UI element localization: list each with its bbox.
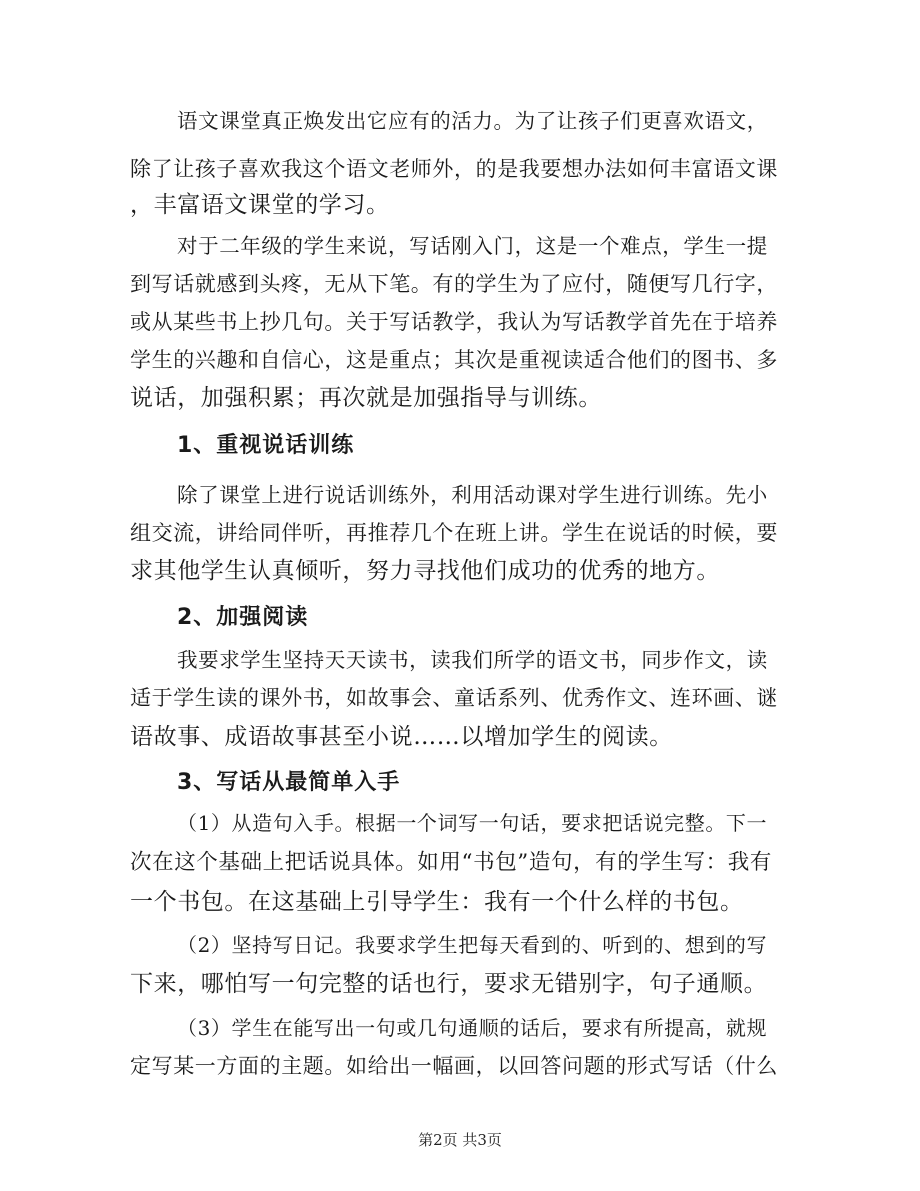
paragraph-2-line-1: 对于二年级的学生来说，写话刚入门，这是一个难点，学生一提 (177, 234, 768, 258)
paragraph-2-line-5: 说话，加强积累；再次就是加强指导与训练。 (130, 385, 602, 411)
paragraph-1-line-1: 语文课堂真正焕发出它应有的活力。为了让孩子们更喜欢语文， (177, 109, 768, 133)
paragraph-6-line-1: （2）坚持写日记。我要求学生把每天看到的、听到的、想到的写 (177, 933, 768, 957)
paragraph-3-line-1: 除了课堂上进行说话训练外，利用活动课对学生进行训练。先小 (177, 483, 768, 507)
section-heading-2: 2、加强阅读 (177, 605, 309, 630)
paragraph-1-line-3: ，丰富语文课堂的学习。 (130, 192, 390, 218)
paragraph-4-line-3: 语故事、成语故事甚至小说……以增加学生的阅读。 (130, 724, 673, 750)
paragraph-5-line-1: （1）从造句入手。根据一个词写一句话，要求把话说完整。下一 (177, 811, 768, 835)
section-heading-3: 3、写话从最简单入手 (177, 770, 401, 795)
paragraph-5-line-3: 一个书包。在这基础上引导学生：我有一个什么样的书包。 (130, 889, 744, 915)
paragraph-3-line-2: 组交流，讲给同伴听，再推荐几个在班上讲。学生在说话的时候，要 (130, 521, 778, 545)
paragraph-2-line-4: 学生的兴趣和自信心，这是重点；其次是重视读适合他们的图书、多 (130, 348, 778, 372)
paragraph-2-line-2: 到写话就感到头疼，无从下笔。有的学生为了应付，随便写几行字， (130, 272, 778, 296)
paragraph-6-line-2: 下来，哪怕写一句完整的话也行，要求无错别字，句子通顺。 (130, 971, 768, 997)
paragraph-4-line-2: 适于学生读的课外书，如故事会、童话系列、优秀作文、连环画、谜 (130, 686, 778, 710)
paragraph-1-line-2: 除了让孩子喜欢我这个语文老师外，的是我要想办法如何丰富语文课 (130, 157, 778, 181)
paragraph-7-line-1: （3）学生在能写出一句或几句通顺的话后，要求有所提高，就规 (177, 1016, 768, 1040)
paragraph-4-line-1: 我要求学生坚持天天读书，读我们所学的语文书，同步作文，读 (177, 648, 768, 672)
paragraph-7-line-2: 定写某一方面的主题。如给出一幅画，以回答问题的形式写话（什么 (130, 1054, 778, 1078)
paragraph-2-line-3: 或从某些书上抄几句。关于写话教学，我认为写话教学首先在于培养 (130, 310, 778, 334)
section-heading-1: 1、重视说话训练 (177, 433, 355, 458)
page-number-footer: 第2页 共3页 (418, 1131, 502, 1149)
paragraph-5-line-2: 次在这个基础上把话说具体。如用“书包”造句，有的学生写：我有 (130, 850, 772, 875)
paragraph-3-line-3: 求其他学生认真倾听，努力寻找他们成功的优秀的地方。 (130, 558, 720, 584)
